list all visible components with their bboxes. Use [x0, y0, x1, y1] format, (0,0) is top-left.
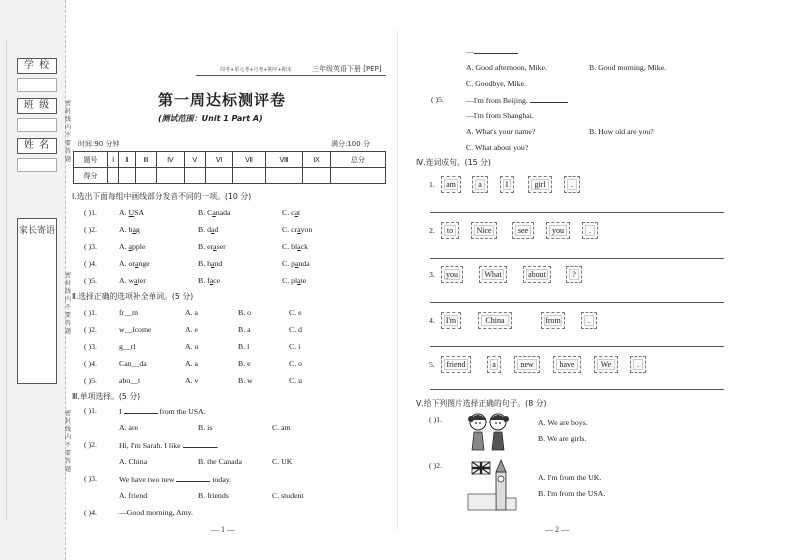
s3-q5-b: B. How old are you? [589, 127, 654, 136]
s2-q2-c: C. d [289, 325, 302, 334]
s2-q2-word: w__lcome [119, 325, 152, 334]
class-field[interactable] [17, 118, 57, 132]
answer-line[interactable] [430, 212, 724, 213]
s3-q2-num[interactable]: ( )2. [84, 440, 97, 449]
girl-2-eye [495, 422, 497, 424]
girl-2-eye [499, 422, 501, 424]
school-field[interactable] [17, 78, 57, 92]
s3-q5-stem2: —I'm from Shanghai. [466, 111, 534, 120]
s2-q4-b: B. e [238, 359, 251, 368]
word-card[interactable]: to [441, 222, 459, 239]
seal-text-2: 密封线内不要答题 [64, 272, 71, 335]
s3-q3-stem-b: today. [212, 475, 232, 484]
s3-q2-a: A. China [119, 457, 148, 466]
s1-q3-num[interactable]: ( )3. [84, 242, 97, 251]
s5-q1-b: B. We are girls. [538, 434, 587, 443]
word-card[interactable]: you [546, 222, 570, 239]
score-cell[interactable] [330, 168, 385, 184]
word-card[interactable]: I [500, 176, 514, 193]
big-ben-clock [498, 476, 504, 482]
girl-1-dress [472, 432, 484, 450]
s4-row4-num: 4. [429, 316, 435, 325]
section3-heading: Ⅲ.单项选择。(5 分) [72, 392, 141, 401]
class-label: 班 级 [17, 98, 57, 114]
s3-q4-c: C. Goodbye, Mike. [466, 79, 526, 88]
s3-q1-stem-b: from the USA. [159, 407, 206, 416]
page-title: 第一周达标测评卷 [158, 91, 287, 109]
word-card[interactable]: friend [441, 356, 471, 373]
s1-q1-a: A. USA [119, 208, 145, 217]
s1-q4-c: C. panda [282, 259, 310, 268]
s1-q3-a: A. apple [119, 242, 146, 251]
score-cell[interactable] [184, 168, 205, 184]
s2-q1-c: C. e [289, 308, 302, 317]
s1-q5-c: C. plate [282, 276, 307, 285]
score-cell[interactable] [303, 168, 330, 184]
s4-row5-num: 5. [429, 360, 435, 369]
score-cell[interactable] [233, 168, 266, 184]
s3-q3-b: B. friends [198, 491, 229, 500]
parliament-building-right [506, 498, 516, 510]
s3-q5-a: A. What's your name? [466, 127, 536, 136]
score-table-row1-label: 题号 [74, 152, 108, 168]
page-number-right: — 2 — [545, 525, 569, 534]
s2-q3-a: A. u [185, 342, 199, 351]
s3-q4-reply: — [466, 46, 518, 56]
score-table [73, 151, 386, 184]
word-card[interactable]: have [553, 356, 581, 373]
s2-q5-num[interactable]: ( )5. [84, 376, 97, 385]
s1-q2-a: A. bag [119, 225, 140, 234]
s3-q1-a: A. are [119, 423, 139, 432]
name-label: 姓 名 [17, 138, 57, 154]
word-card[interactable]: What [479, 266, 507, 283]
parent-notes-label: 家长寄语 [18, 226, 55, 236]
parent-notes-box[interactable] [17, 218, 57, 384]
score-table-header-row [74, 152, 386, 168]
s3-q1-num[interactable]: ( )1. [84, 406, 97, 415]
word-card[interactable]: from [541, 312, 565, 329]
s2-q1-a: A. a [185, 308, 198, 317]
s3-q3-blank[interactable] [176, 474, 210, 482]
score-col: Ⅵ [205, 152, 232, 168]
score-cell[interactable] [135, 168, 156, 184]
s2-q2-a: A. e [185, 325, 198, 334]
s2-q3-word: g__rl [119, 342, 136, 351]
s2-q4-c: C. o [289, 359, 302, 368]
score-cell[interactable] [265, 168, 303, 184]
s3-q2-stem-b: . [216, 441, 219, 450]
word-card[interactable]: a [487, 356, 501, 373]
s1-q2-c: C. crayon [282, 225, 313, 234]
girl-1-eye [479, 422, 481, 424]
girl-2-bun [503, 416, 509, 422]
s1-q4-b: B. hand [198, 259, 223, 268]
s3-q4-num[interactable]: ( )4. [84, 508, 97, 517]
word-card[interactable]: a [472, 176, 488, 193]
s1-q1-c: C. cat [282, 208, 301, 217]
s3-q5-stem-text: —I'm from Beijing. [466, 96, 528, 105]
two-girls-picture [464, 410, 512, 452]
s2-q4-num[interactable]: ( )4. [84, 359, 97, 368]
s1-q1-num[interactable]: ( )1. [84, 208, 97, 217]
s3-q2-stem [119, 440, 219, 450]
score-cell[interactable] [157, 168, 184, 184]
s5-q2-a: A. I'm from the UK. [538, 473, 602, 482]
seal-text-3: 密封线内不要答题 [64, 410, 71, 473]
s3-q5-stem [466, 95, 568, 105]
s1-q3-c: C. black [282, 242, 308, 251]
seal-text-1: 密封线内不要答题 [64, 100, 71, 163]
girl-2-dress [492, 432, 504, 450]
s1-q5-num[interactable]: ( )5. [84, 276, 97, 285]
s5-q1-num[interactable]: ( )1. [429, 415, 442, 424]
s3-q3-num[interactable]: ( )3. [84, 474, 97, 483]
girl-1-bun [468, 416, 474, 422]
s3-q3-stem-a: We have two new [119, 475, 175, 484]
word-card[interactable]: . [564, 176, 580, 193]
s1-q2-num[interactable]: ( )2. [84, 225, 97, 234]
s2-q2-num[interactable]: ( )2. [84, 325, 97, 334]
s3-q1-c: C. am [272, 423, 291, 432]
big-ben-uk-flag-picture [466, 458, 518, 512]
s2-q5-a: A. v [185, 376, 199, 385]
word-card[interactable]: new [514, 356, 540, 373]
score-cell[interactable] [119, 168, 135, 184]
word-card[interactable]: see [512, 222, 534, 239]
s3-q5-num[interactable]: ( )5. [431, 95, 444, 104]
s3-q5-c: C. What about you? [466, 143, 529, 152]
s2-q3-c: C. i [289, 342, 301, 351]
score-table-score-row [74, 168, 386, 184]
word-card[interactable]: you [441, 266, 463, 283]
s2-q5-b: B. w [238, 376, 253, 385]
s2-q1-word: fr__m [119, 308, 139, 317]
s3-q3-a: A. friend [119, 491, 148, 500]
strip-divider [6, 40, 7, 520]
score-col: Ⅶ [233, 152, 266, 168]
word-card[interactable]: We [594, 356, 618, 373]
score-cell[interactable] [108, 168, 119, 184]
s4-row2-num: 2. [429, 226, 435, 235]
s3-q5-blank[interactable] [530, 95, 568, 103]
section4-heading: Ⅳ.连词成句。(15 分) [416, 158, 491, 167]
girl-1-eye [475, 422, 477, 424]
s2-q4-a: A. a [185, 359, 198, 368]
section5-heading: Ⅴ.给下列图片选择正确的句子。(8 分) [416, 399, 547, 408]
score-col: Ⅳ [157, 152, 184, 168]
word-card[interactable]: . [581, 312, 597, 329]
full-score: 满分:100 分 [331, 140, 370, 148]
parliament-building [468, 494, 496, 510]
header-rule [196, 75, 386, 76]
word-card[interactable]: ? [566, 266, 582, 283]
s2-q3-num[interactable]: ( )3. [84, 342, 97, 351]
s3-q1-blank[interactable] [124, 406, 158, 414]
s1-q5-b: B. face [198, 276, 221, 285]
s3-q4-b: B. Good morning, Mike. [589, 63, 667, 72]
s5-q2-b: B. I'm from the USA. [538, 489, 606, 498]
school-label: 学 校 [17, 58, 57, 74]
score-col: Ⅰ [108, 152, 119, 168]
name-field[interactable] [17, 158, 57, 172]
s1-q2-b: B. dad [198, 225, 219, 234]
s3-q2-stem-a: Hi, I'm Sarah. I like [119, 441, 181, 450]
score-col: Ⅱ [119, 152, 135, 168]
s4-row3-num: 3. [429, 270, 435, 279]
word-card[interactable]: China [478, 312, 512, 329]
s4-row1-num: 1. [429, 180, 435, 189]
s2-q2-b: B. a [238, 325, 251, 334]
s2-q4-word: Can__da [119, 359, 147, 368]
score-col: Ⅷ [265, 152, 303, 168]
s1-q4-num[interactable]: ( )4. [84, 259, 97, 268]
s3-q1-stem-a: I [119, 407, 122, 416]
score-col: Ⅲ [135, 152, 156, 168]
answer-line[interactable] [430, 389, 724, 390]
score-col: Ⅴ [184, 152, 205, 168]
answer-line[interactable] [430, 258, 724, 259]
word-card[interactable]: . [630, 356, 646, 373]
s2-q5-c: C. u [289, 376, 302, 385]
score-col: Ⅸ [303, 152, 330, 168]
word-card[interactable]: . [582, 222, 598, 239]
word-card[interactable]: Nice [471, 222, 497, 239]
s1-q1-b: B. Canada [198, 208, 231, 217]
s5-q1-a: A. We are boys. [538, 418, 588, 427]
section2-heading: Ⅱ.选择正确的选项补全单词。(5 分) [72, 292, 194, 301]
word-card[interactable]: am [441, 176, 461, 193]
s3-q4-a: A. Good afternoon, Mike. [466, 63, 547, 72]
s3-q4-stem: —Good morning, Amy. [119, 508, 193, 517]
page-divider [397, 30, 398, 530]
s1-q5-a: A. water [119, 276, 146, 285]
s2-q5-word: abo__t [119, 376, 141, 385]
s3-q2-b: B. the Canada [198, 457, 242, 466]
s2-q1-num[interactable]: ( )1. [84, 308, 97, 317]
answer-line[interactable] [430, 302, 724, 303]
s3-q3-stem [119, 474, 231, 484]
word-card[interactable]: girl [528, 176, 552, 193]
s3-q1-b: B. is [198, 423, 213, 432]
s1-q4-a: A. orange [119, 259, 150, 268]
s2-q3-b: B. l [238, 342, 250, 351]
section1-heading: Ⅰ.选出下面每组中画线部分发音不同的一项。(10 分) [72, 192, 252, 201]
page-number-left: — 1 — [211, 525, 235, 534]
score-col-total: 总分 [330, 152, 385, 168]
big-ben-spire [496, 460, 506, 472]
s3-q1-stem [119, 406, 206, 416]
page-subtitle: (测试范围：Unit 1 Part A) [158, 114, 263, 123]
word-card[interactable]: I'm [441, 312, 461, 329]
s3-q3-c: C. student [272, 491, 304, 500]
time-limit: 时间:90 分钟 [78, 140, 120, 148]
s3-q2-c: C. UK [272, 457, 293, 466]
book-label: 三年级英语下册 [PEP] [312, 65, 382, 73]
answer-line[interactable] [430, 346, 724, 347]
s3-q2-blank[interactable] [183, 440, 217, 448]
score-table-row2-label: 得分 [74, 168, 108, 184]
s2-q1-b: B. o [238, 308, 251, 317]
s3-q4-blank[interactable] [474, 46, 518, 54]
s5-q2-num[interactable]: ( )2. [429, 461, 442, 470]
header-tagline: 周考+单元考+月考+期中+期末 [220, 67, 292, 73]
s1-q3-b: B. eraser [198, 242, 226, 251]
word-card[interactable]: about [523, 266, 551, 283]
score-cell[interactable] [205, 168, 232, 184]
